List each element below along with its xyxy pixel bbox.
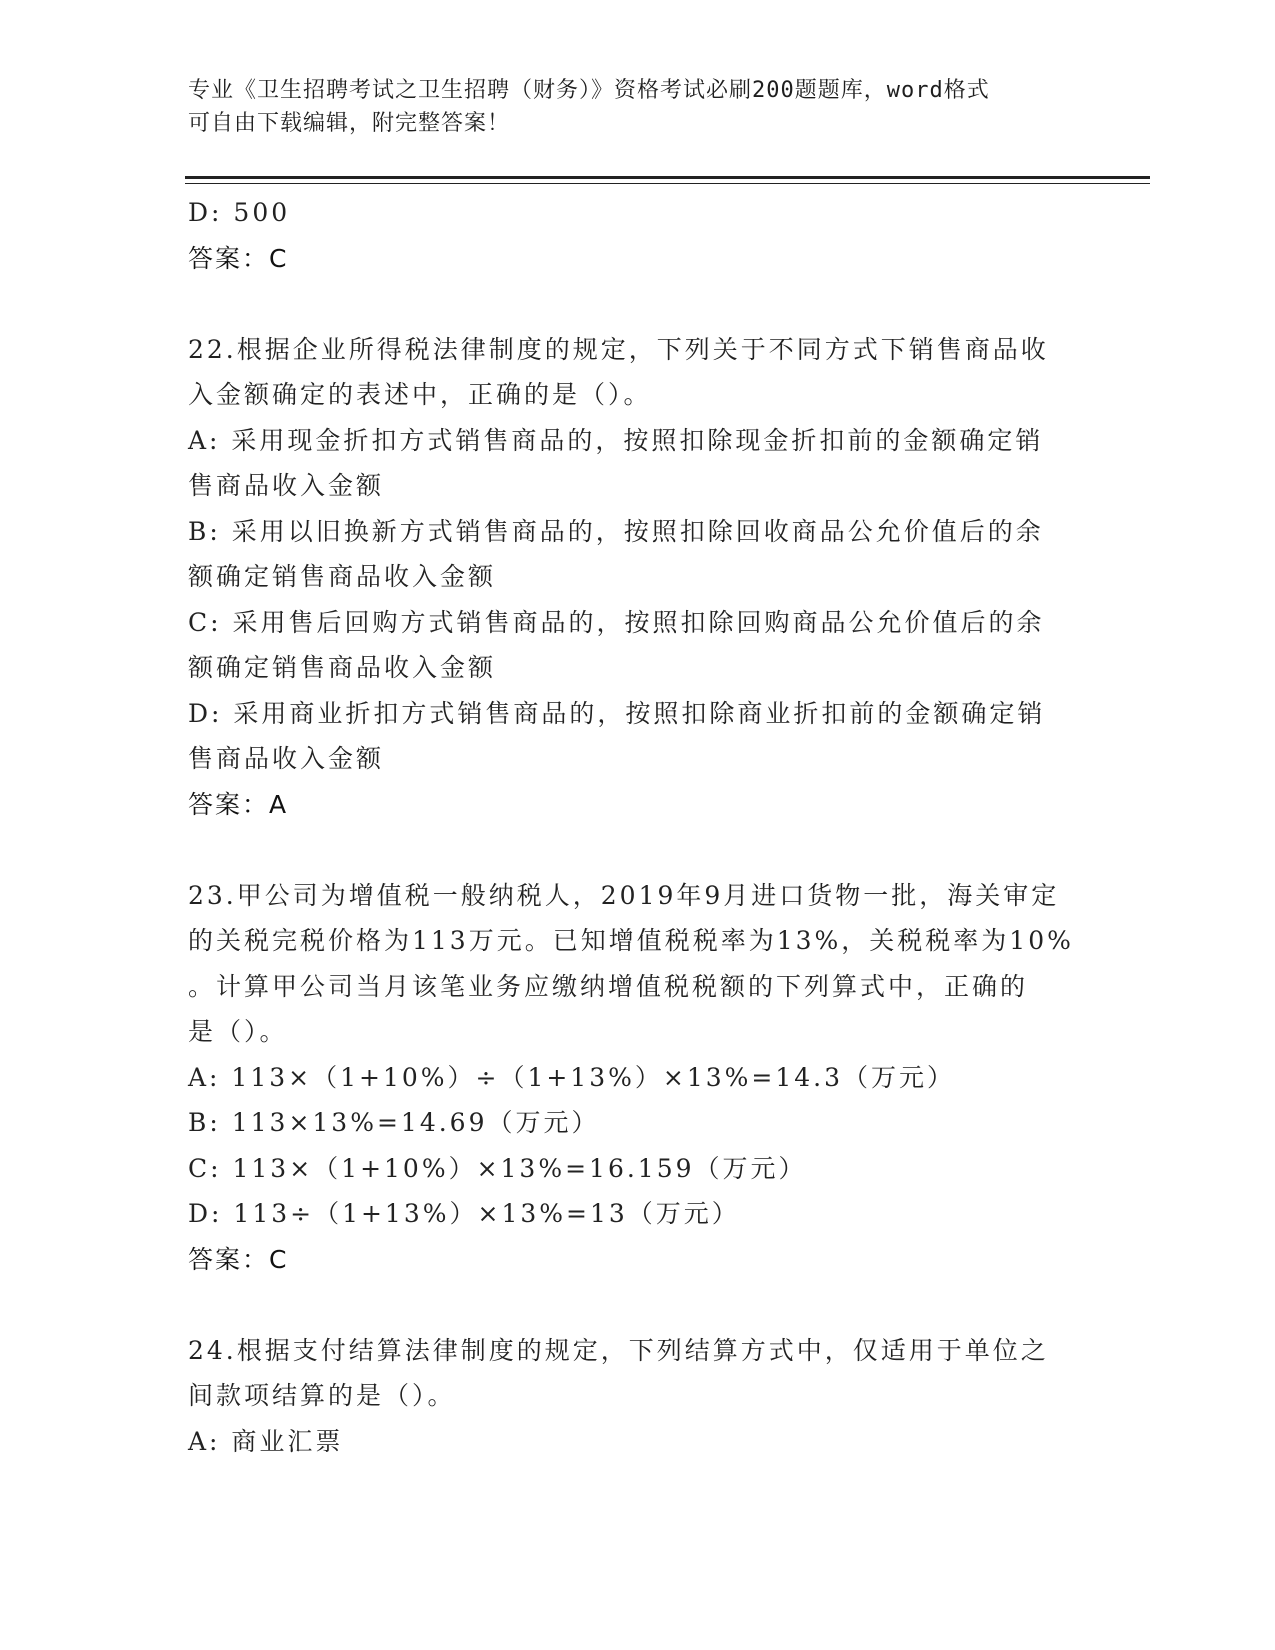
q22-option-d-line-1: D: 采用商业折扣方式销售商品的，按照扣除商业折扣前的金额确定销 — [188, 698, 1046, 728]
q24-stem-line-1: 24.根据支付结算法律制度的规定，下列结算方式中，仅适用于单位之 — [188, 1335, 1049, 1365]
q23-stem-line-2: 的关税完税价格为113万元。已知增值税税率为13%，关税税率为10% — [188, 926, 1074, 955]
q23-option-a: A: 113×（1+10%）÷（1+13%）×13%=14.3（万元） — [188, 1062, 956, 1092]
q23-answer: 答案：C — [188, 1244, 289, 1274]
q24-stem-line-2: 间款项结算的是（）。 — [188, 1381, 456, 1410]
spacer — [188, 827, 1088, 873]
q23-stem-line-4: 是（）。 — [188, 1017, 288, 1046]
header-title-line-1: 专业《卫生招聘考试之卫生招聘（财务）》资格考试必刷200题题库，word格式 — [188, 78, 990, 103]
q22-answer: 答案：A — [188, 789, 289, 819]
q22-option-b-line-1: B: 采用以旧换新方式销售商品的，按照扣除回收商品公允价值后的余 — [188, 516, 1044, 546]
spacer — [188, 281, 1088, 327]
q22-option-c-line-1: C: 采用售后回购方式销售商品的，按照扣除回购商品公允价值后的余 — [188, 607, 1045, 637]
q22-option-d-line-2: 售商品收入金额 — [188, 744, 385, 773]
q22-option-a-line-2: 售商品收入金额 — [188, 471, 385, 500]
q21-answer: 答案：C — [188, 243, 289, 273]
q23-option-d: D: 113÷（1+13%）×13%=13（万元） — [188, 1199, 740, 1228]
q23-stem-line-1: 23.甲公司为增值税一般纳税人，2019年9月进口货物一批，海关审定 — [188, 880, 1060, 910]
q21-option-d: D: 500 — [188, 198, 291, 227]
q22-option-b-line-2: 额确定销售商品收入金额 — [188, 562, 497, 591]
q23-option-b: B: 113×13%=14.69（万元） — [188, 1108, 600, 1137]
document-body — [188, 190, 1088, 1464]
question-22 — [188, 327, 1088, 828]
question-24 — [188, 1328, 1088, 1465]
question-23 — [188, 873, 1088, 1283]
q23-stem-line-3: 。计算甲公司当月该笔业务应缴纳增值税税额的下列算式中，正确的 — [188, 971, 1029, 1001]
q24-option-a: A: 商业汇票 — [188, 1426, 344, 1456]
header-divider-thick — [185, 176, 1150, 179]
q22-option-c-line-2: 额确定销售商品收入金额 — [188, 653, 497, 682]
q22-option-a-line-1: A: 采用现金折扣方式销售商品的，按照扣除现金折扣前的金额确定销 — [188, 425, 1044, 455]
q22-stem-line-1: 22.根据企业所得税法律制度的规定，下列关于不同方式下销售商品收 — [188, 334, 1049, 364]
header-divider-thin — [185, 183, 1150, 184]
q22-stem-line-2: 入金额确定的表述中，正确的是（）。 — [188, 380, 652, 409]
q23-option-c: C: 113×（1+10%）×13%=16.159（万元） — [188, 1153, 807, 1183]
question-21-tail — [188, 190, 1088, 281]
spacer — [188, 1282, 1088, 1328]
page-header — [188, 74, 1068, 140]
header-title-line-2: 可自由下载编辑，附完整答案！ — [188, 111, 511, 136]
